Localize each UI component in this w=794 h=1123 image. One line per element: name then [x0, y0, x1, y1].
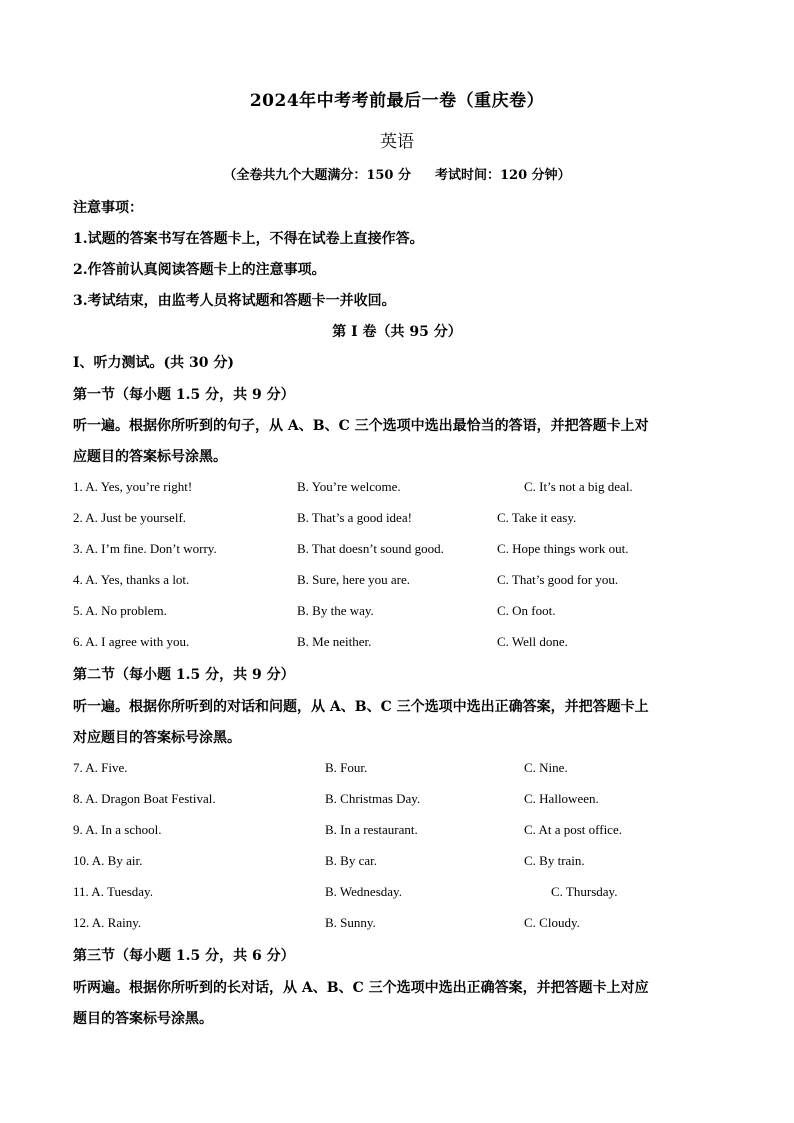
option-c: C. By train. [524, 853, 585, 868]
option-b: B. Four. [325, 760, 368, 775]
question-row [73, 884, 753, 902]
section1-instruction: 应题目的答案标号涂黑。 [73, 449, 227, 465]
option-c: C. On foot. [497, 603, 556, 618]
option-a: 12. A. Rainy. [73, 915, 142, 930]
option-c: C. Halloween. [524, 791, 599, 806]
notice-heading: 注意事项： [73, 200, 143, 216]
option-a: 6. A. I agree with you. [73, 634, 190, 649]
volume-heading: 第 I 卷（共 95 分） [332, 324, 462, 340]
option-b: B. By car. [325, 853, 377, 868]
option-a: 4. A. Yes, thanks a lot. [73, 572, 190, 587]
option-a: 1. A. Yes, you’re right! [73, 479, 193, 494]
option-b: B. Sure, here you are. [297, 572, 410, 587]
option-b: B. That’s a good idea! [297, 510, 412, 525]
option-a: 10. A. By air. [73, 853, 143, 868]
option-b: B. By the way. [297, 603, 374, 618]
question-row [73, 915, 753, 933]
option-c: C. Thursday. [551, 884, 618, 899]
option-c: C. Well done. [497, 634, 568, 649]
section3-heading: 第三节（每小题 1.5 分，共 6 分） [73, 948, 295, 964]
option-c: C. Nine. [524, 760, 568, 775]
option-c: C. It’s not a big deal. [524, 479, 633, 494]
option-a: 11. A. Tuesday. [73, 884, 153, 899]
option-b: B. Wednesday. [325, 884, 402, 899]
option-b: B. Christmas Day. [325, 791, 421, 806]
question-row [73, 603, 753, 621]
notice-item: 3.考试结束，由监考人员将试题和答题卡一并收回。 [73, 293, 396, 309]
option-b: B. Sunny. [325, 915, 376, 930]
option-a: 5. A. No problem. [73, 603, 167, 618]
option-b: B. Me neither. [297, 634, 372, 649]
option-a: 7. A. Five. [73, 760, 128, 775]
option-a: 9. A. In a school. [73, 822, 162, 837]
option-c: C. Take it easy. [497, 510, 577, 525]
option-b: B. You’re welcome. [297, 479, 401, 494]
section1-instruction: 听一遍。根据你所听到的句子，从 A、B、C 三个选项中选出最恰当的答语，并把答题卡上对 [73, 418, 649, 434]
section3-instruction: 题目的答案标号涂黑。 [73, 1011, 213, 1027]
question-row [73, 791, 753, 809]
option-c: C. At a post office. [524, 822, 622, 837]
option-b: B. In a restaurant. [325, 822, 418, 837]
section2-heading: 第二节（每小题 1.5 分，共 9 分） [73, 667, 295, 683]
question-row [73, 479, 753, 497]
option-b: B. That doesn’t sound good. [297, 541, 444, 556]
part1-heading: Ⅰ、听力测试。(共 30 分) [73, 355, 235, 371]
question-row [73, 634, 753, 652]
meta-time: 考试时间：120 分钟） [435, 168, 571, 183]
notice-item: 1.试题的答案书写在答题卡上，不得在试卷上直接作答。 [73, 231, 424, 247]
section2-instruction: 听一遍。根据你所听到的对话和问题，从 A、B、C 三个选项中选出正确答案，并把答题卡上 [73, 699, 649, 715]
question-row [73, 572, 753, 590]
question-row [73, 541, 753, 559]
option-c: C. That’s good for you. [497, 572, 619, 587]
section2-instruction: 对应题目的答案标号涂黑。 [73, 730, 241, 746]
question-row [73, 760, 753, 778]
question-row [73, 853, 753, 871]
section3-instruction: 听两遍。根据你所听到的长对话，从 A、B、C 三个选项中选出正确答案，并把答题卡上对应 [73, 980, 649, 996]
question-row [73, 822, 753, 840]
option-a: 8. A. Dragon Boat Festival. [73, 791, 216, 806]
option-a: 3. A. I’m fine. Don’t worry. [73, 541, 217, 556]
option-c: C. Cloudy. [524, 915, 580, 930]
notice-item: 2.作答前认真阅读答题卡上的注意事项。 [73, 262, 326, 278]
exam-subject: 英语 [380, 132, 414, 152]
option-c: C. Hope things work out. [497, 541, 629, 556]
section1-heading: 第一节（每小题 1.5 分，共 9 分） [73, 387, 295, 403]
exam-meta [0, 164, 794, 183]
meta-score: （全卷共九个大题满分：150 分 [223, 168, 411, 183]
question-row [73, 510, 753, 528]
exam-title: 2024年中考考前最后一卷（重庆卷） [249, 91, 545, 111]
option-a: 2. A. Just be yourself. [73, 510, 187, 525]
